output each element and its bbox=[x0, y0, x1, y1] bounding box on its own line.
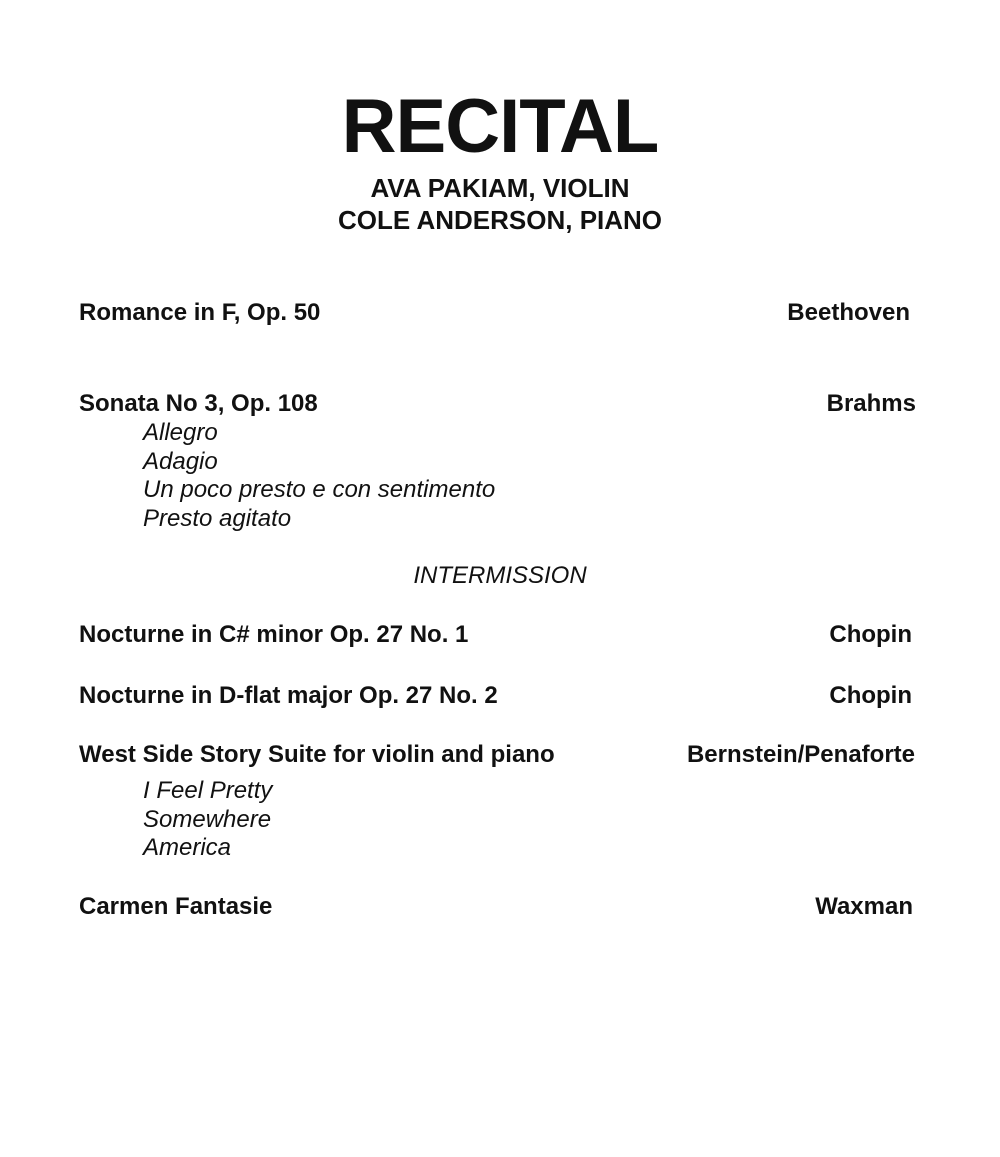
performer-violin: AVA PAKIAM, VIOLIN bbox=[370, 173, 630, 203]
piece-composer: Waxman bbox=[815, 893, 913, 920]
program-item-romance bbox=[79, 298, 1000, 328]
movement-item: Un poco presto e con sentimento bbox=[143, 476, 496, 504]
program-item-sonata bbox=[79, 389, 1000, 419]
movement-item: I Feel Pretty bbox=[143, 777, 273, 804]
piece-composer: Chopin bbox=[829, 682, 912, 709]
piece-composer: Beethoven bbox=[787, 299, 910, 326]
piece-composer: Bernstein/Penaforte bbox=[686, 741, 915, 768]
piece-composer: Chopin bbox=[829, 621, 912, 648]
movement-item: Presto agitato bbox=[143, 505, 292, 533]
program-item-nocturne-1 bbox=[79, 620, 1000, 650]
piece-title: Nocturne in C# minor Op. 27 No. 1 bbox=[79, 621, 469, 648]
program-title: RECITAL bbox=[341, 84, 659, 169]
movement-item: Allegro bbox=[143, 419, 218, 446]
piece-title: Nocturne in D-flat major Op. 27 No. 2 bbox=[79, 682, 498, 709]
piece-title: Romance in F, Op. 50 bbox=[79, 299, 321, 326]
movement-list-west-side-story bbox=[143, 777, 272, 863]
piece-title: Carmen Fantasie bbox=[79, 893, 273, 920]
piece-composer: Brahms bbox=[826, 390, 916, 417]
movement-item: Adagio bbox=[143, 447, 218, 475]
program-item-carmen bbox=[79, 892, 1000, 922]
program-item-west-side-story bbox=[79, 740, 1000, 770]
intermission-label: INTERMISSION bbox=[413, 562, 587, 589]
movement-item: Somewhere bbox=[143, 805, 272, 833]
movement-item: America bbox=[143, 834, 232, 862]
movement-list-sonata bbox=[143, 419, 495, 534]
piece-title: West Side Story Suite for violin and piano bbox=[79, 741, 555, 768]
piece-title: Sonata No 3, Op. 108 bbox=[79, 390, 318, 417]
performer-piano: COLE ANDERSON, PIANO bbox=[337, 205, 663, 235]
program-item-nocturne-2 bbox=[79, 681, 1000, 711]
